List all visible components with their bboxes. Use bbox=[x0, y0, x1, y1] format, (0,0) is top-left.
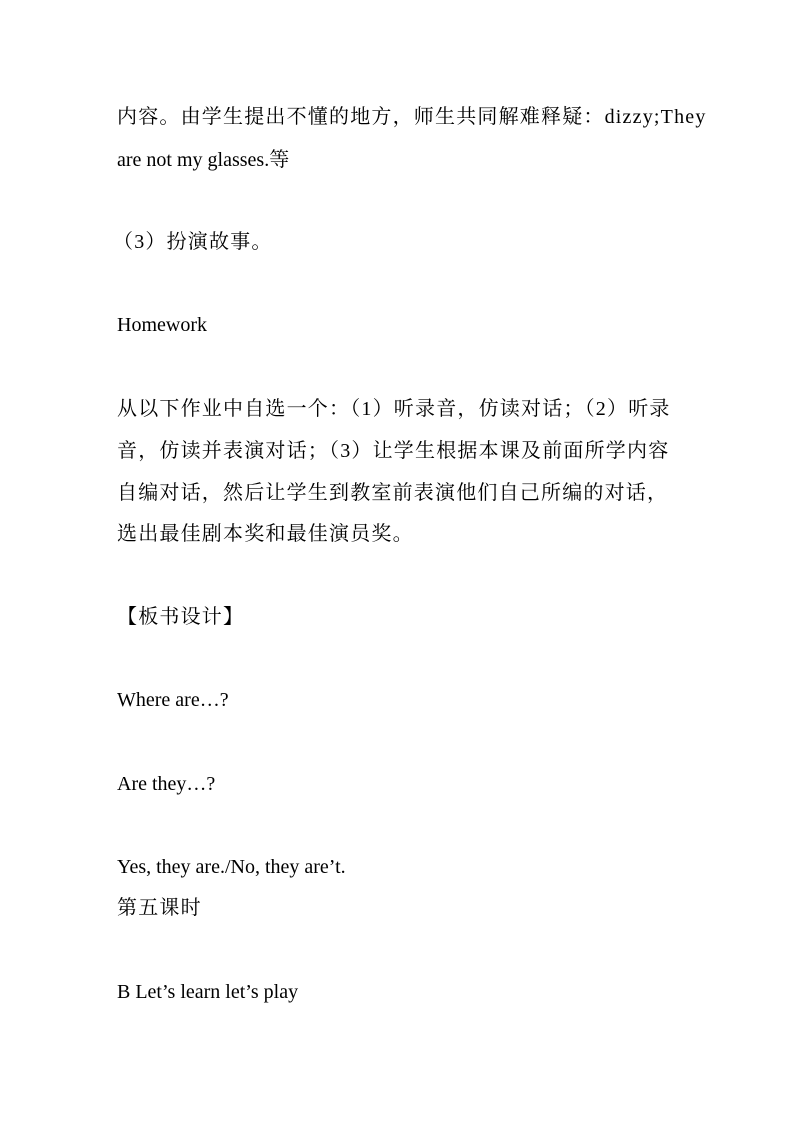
homework-body-line-1: 从以下作业中自选一个：（1）听录音，仿读对话；（2）听录 bbox=[117, 398, 671, 420]
review-paragraph-line-2: are not my glasses.等 bbox=[117, 149, 290, 171]
homework-body-line-3: 自编对话，然后让学生到教室前表演他们自己所编的对话， bbox=[117, 482, 669, 504]
lesson-title: 第五课时 bbox=[117, 897, 202, 919]
homework-body-line-4: 选出最佳剧本奖和最佳演员奖。 bbox=[117, 523, 414, 545]
review-paragraph-line-1: 内容。由学生提出不懂的地方，师生共同解难释疑：dizzy;They bbox=[117, 106, 707, 128]
board-line-3: Yes, they are./No, they are’t. bbox=[117, 856, 346, 878]
board-design-heading: 【板书设计】 bbox=[117, 606, 245, 628]
board-line-1: Where are…? bbox=[117, 689, 229, 711]
section-title: B Let’s learn let’s play bbox=[117, 981, 299, 1003]
homework-body-line-2: 音，仿读并表演对话；（3）让学生根据本课及前面所学内容 bbox=[117, 440, 670, 462]
homework-heading: Homework bbox=[117, 314, 207, 336]
board-line-2: Are they…? bbox=[117, 773, 216, 795]
step-3-text: （3）扮演故事。 bbox=[113, 231, 273, 253]
